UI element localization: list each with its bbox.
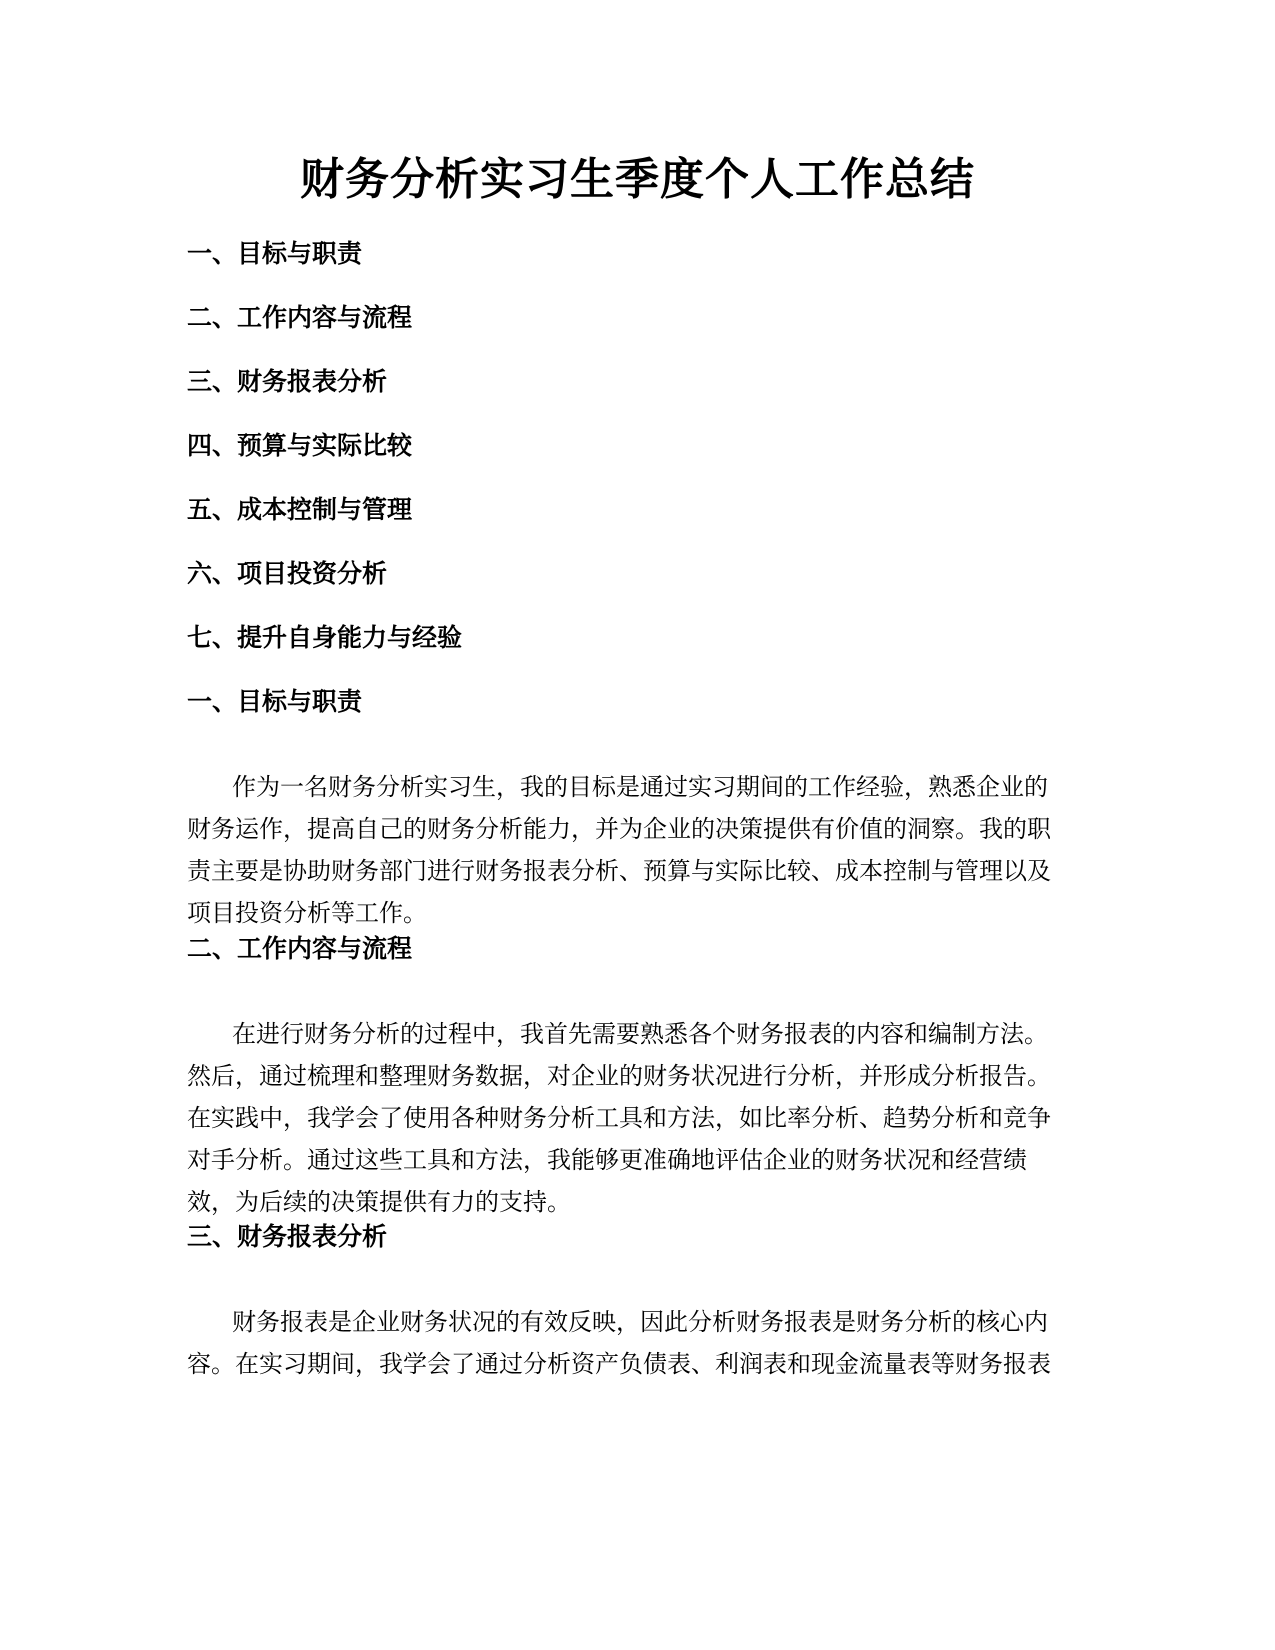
- paragraph-line: 在实践中，我学会了使用各种财务分析工具和方法，如比率分析、趋势分析和竞争: [187, 1104, 1051, 1132]
- section-heading-2: 二、工作内容与流程: [187, 934, 413, 963]
- section-heading-1: 一、目标与职责: [187, 687, 363, 716]
- section-paragraph-1: [187, 766, 1087, 934]
- section-paragraph-3: [187, 1301, 1087, 1385]
- toc-item-6: 六、项目投资分析: [187, 559, 388, 588]
- paragraph-line: 财务运作，提高自己的财务分析能力，并为企业的决策提供有价值的洞察。我的职: [187, 815, 1051, 843]
- paragraph-line: 然后，通过梳理和整理财务数据，对企业的财务状况进行分析，并形成分析报告。: [187, 1062, 1051, 1090]
- paragraph-line: 容。在实习期间，我学会了通过分析资产负债表、利润表和现金流量表等财务报表: [187, 1350, 1051, 1378]
- paragraph-line: 效，为后续的决策提供有力的支持。: [187, 1188, 571, 1216]
- paragraph-line: 责主要是协助财务部门进行财务报表分析、预算与实际比较、成本控制与管理以及: [187, 857, 1051, 885]
- toc-item-1: 一、目标与职责: [187, 239, 363, 268]
- toc-item-3: 三、财务报表分析: [187, 367, 388, 396]
- toc-item-7: 七、提升自身能力与经验: [187, 623, 463, 652]
- section-heading-3: 三、财务报表分析: [187, 1222, 388, 1251]
- paragraph-line: 对手分析。通过这些工具和方法，我能够更准确地评估企业的财务状况和经营绩: [187, 1146, 1027, 1174]
- paragraph-line: 项目投资分析等工作。: [187, 899, 427, 927]
- paragraph-line: 在进行财务分析的过程中，我首先需要熟悉各个财务报表的内容和编制方法。: [232, 1020, 1048, 1048]
- section-paragraph-2: [187, 1013, 1087, 1223]
- toc-item-2: 二、工作内容与流程: [187, 303, 413, 332]
- toc-item-5: 五、成本控制与管理: [187, 495, 413, 524]
- paragraph-line: 作为一名财务分析实习生，我的目标是通过实习期间的工作经验，熟悉企业的: [232, 773, 1048, 801]
- document-title: 财务分析实习生季度个人工作总结: [300, 154, 975, 205]
- toc-item-4: 四、预算与实际比较: [187, 431, 413, 460]
- paragraph-line: 财务报表是企业财务状况的有效反映，因此分析财务报表是财务分析的核心内: [232, 1308, 1048, 1336]
